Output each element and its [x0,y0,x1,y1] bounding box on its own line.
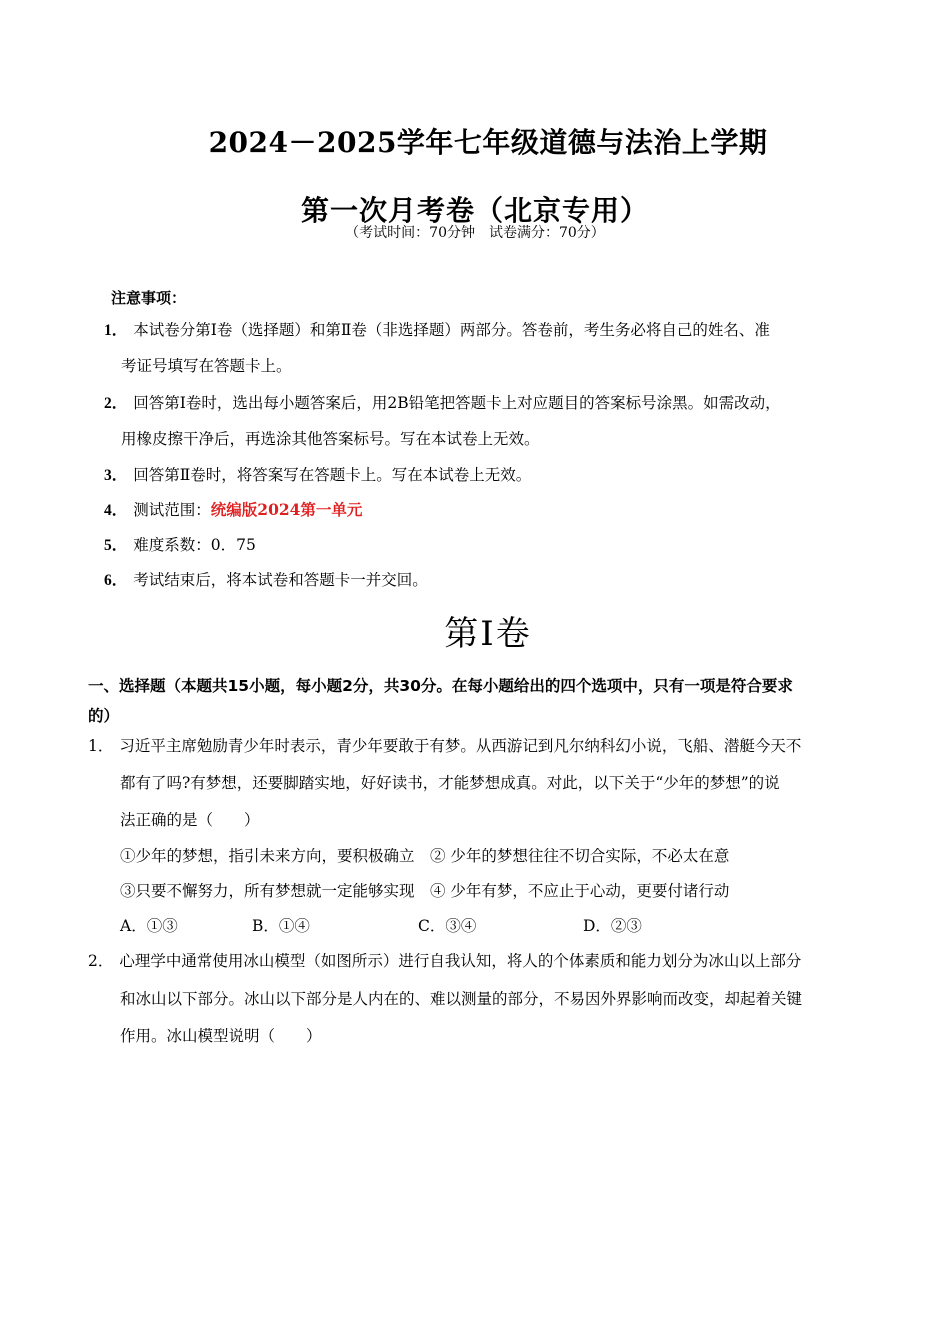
notice-item-number: 5． [104,537,128,554]
test-scope-highlight: 统编版2024第一单元 [210,500,363,519]
notice-item-text: 本试卷分第Ⅰ卷（选择题）和第Ⅱ卷（非选择题）两部分。答卷前，考生务必将自己的姓名、准 [133,321,770,339]
answer-option-b: B．①④ [252,917,310,935]
notice-item [104,499,362,522]
question-text-continuation: 都有了吗?有梦想，还要脚踏实地，好好读书，才能梦想成真。对此，以下关于“少年的梦想”的说 [120,774,780,792]
notice-item-number: 1． [104,322,128,339]
notice-item-number: 3． [104,467,128,484]
notice-item-continuation: 用橡皮擦干净后，再选涂其他答案标号。写在本试卷上无效。 [121,430,540,448]
exam-info: （考试时间：70分钟 试卷满分：70分） [345,225,605,241]
answer-option-c: C．③④ [418,917,477,935]
notice-item-continuation: 考证号填写在答题卡上。 [121,357,292,375]
question-statement: ①少年的梦想，指引未来方向，要积极确立 ② 少年的梦想往往不切合实际，不必太在意 [120,847,730,865]
part-heading-continuation: 的） [88,707,120,725]
exam-title-line2: 第一次月考卷（北京专用） [300,194,649,227]
notice-item-number: 2． [104,395,128,412]
answer-option-d: D．②③ [583,917,642,935]
answer-option-a: A．①③ [120,917,178,935]
notice-item [104,464,531,487]
question-2 [88,950,801,972]
question-text: 习近平主席勉励青少年时表示，青少年要敢于有梦。从西游记到凡尔纳科幻小说，飞船、潜艇今天不 [119,737,802,755]
notice-item-label: 测试范围： [133,501,211,519]
question-number: 1． [88,737,114,755]
notice-item [104,392,781,415]
notice-item-text: 难度系数：0．75 [133,536,256,554]
notice-item-text: 回答第Ⅱ卷时，将答案写在答题卡上。写在本试卷上无效。 [133,466,532,484]
question-text-continuation: 作用。冰山模型说明（ ） [120,1027,322,1045]
notice-item-number: 6． [104,572,128,589]
question-statement: ③只要不懈努力，所有梦想就一定能够实现 ④ 少年有梦，不应止于心动，更要付诸行动 [120,882,730,900]
notice-heading: 注意事项： [111,289,187,307]
question-number: 2． [88,952,114,970]
notice-item-number: 4． [104,502,128,519]
question-text-continuation: 法正确的是（ ） [120,811,260,829]
section-heading: 第Ⅰ卷 [444,614,532,654]
notice-item [104,534,256,557]
exam-title-line1: 2024－2025学年七年级道德与法治上学期 [208,126,768,159]
part-heading: 一、选择题（本题共15小题，每小题2分，共30分。在每小题给出的四个选项中，只有一项是符合要求 [88,677,793,695]
notice-item-text: 考试结束后，将本试卷和答题卡一并交回。 [133,571,428,589]
notice-item [104,569,428,592]
question-text-continuation: 和冰山以下部分。冰山以下部分是人内在的、难以测量的部分，不易因外界影响而改变，却起着关键 [120,990,803,1008]
notice-item [104,319,770,342]
question-text: 心理学中通常使用冰山模型（如图所示）进行自我认知，将人的个体素质和能力划分为冰山以上部分 [119,952,802,970]
notice-item-text: 回答第Ⅰ卷时，选出每小题答案后，用2B铅笔把答题卡上对应题目的答案标号涂黑。如需改动， [133,394,781,412]
question-1 [88,735,801,757]
